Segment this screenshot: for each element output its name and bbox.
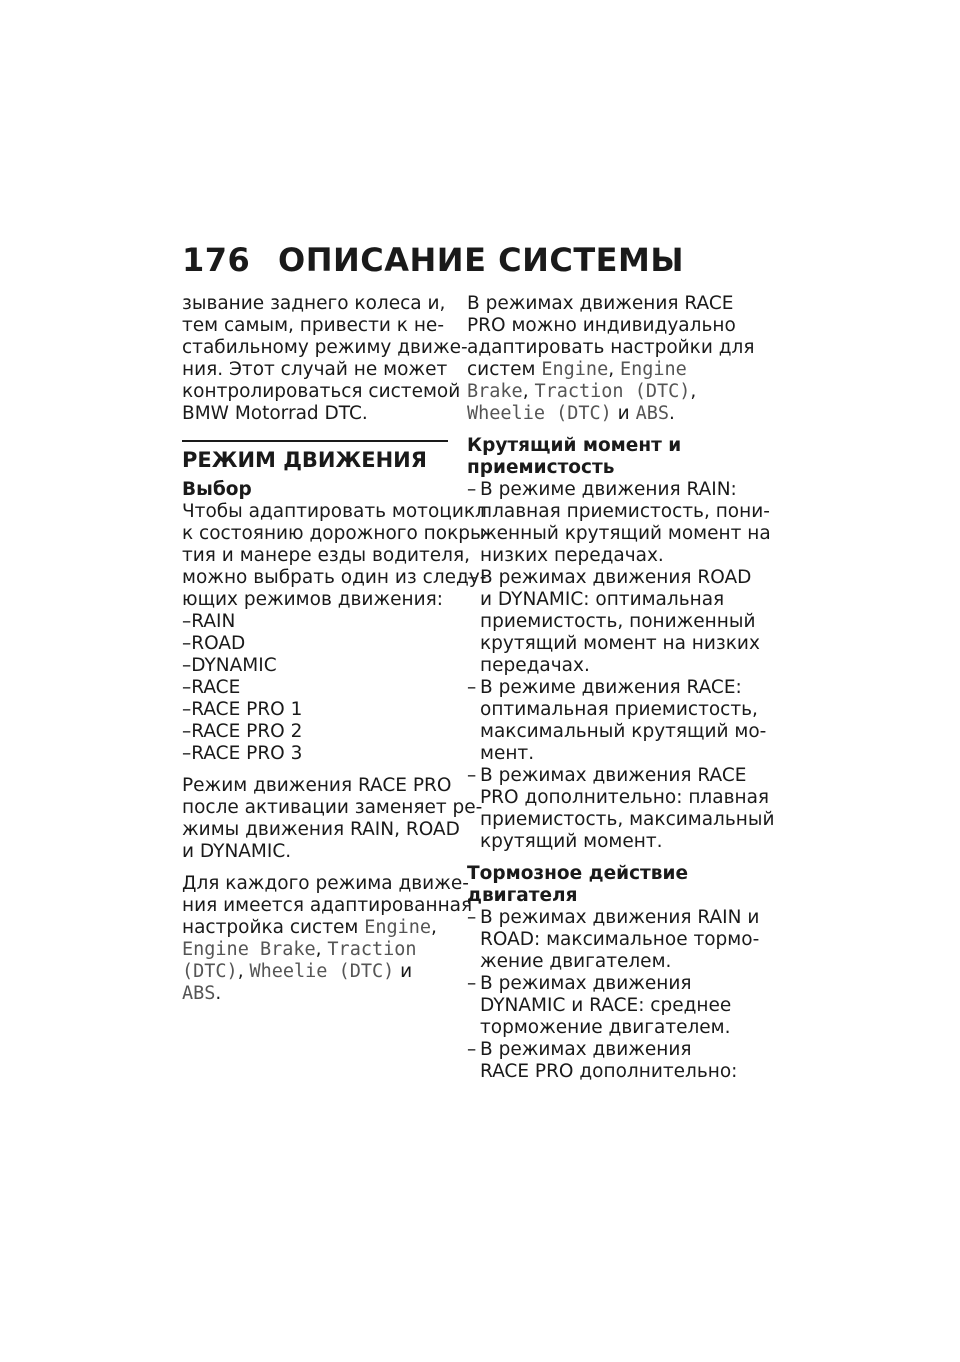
- heading-line: Крутящий момент и: [467, 435, 682, 456]
- torque-list: [467, 479, 775, 853]
- text-fragment: .: [215, 983, 222, 1004]
- text-fragment: систем: [467, 359, 542, 380]
- text-line: PRO дополнительно: плавная: [480, 787, 770, 808]
- section-title: РЕЖИМ ДВИЖЕНИЯ: [182, 448, 427, 472]
- list-item: – RACE PRO 1: [182, 699, 454, 721]
- code-term: ABS: [635, 403, 670, 424]
- text-line: жимы движения RAIN, ROAD: [182, 819, 460, 840]
- text-line: и DYNAMIC: оптимальная: [480, 589, 725, 610]
- text-line: стабильному режиму движе-: [182, 337, 468, 358]
- text-line: – В режимах движения ROAD: [480, 567, 752, 588]
- list-item: – RACE PRO 3: [182, 743, 454, 765]
- text-line: и DYNAMIC.: [182, 841, 292, 862]
- text-line: PRO можно индивидуально: [467, 315, 736, 336]
- intro-paragraph: [182, 293, 468, 425]
- text-line: [182, 939, 454, 961]
- text-line: приемистость, максимальный: [480, 809, 775, 830]
- code-term: ABS: [182, 983, 216, 1004]
- text-line: женный крутящий момент на: [480, 523, 771, 544]
- text-line: ния имеется адаптированная: [182, 895, 473, 916]
- code-term: Traction (DTC): [534, 381, 691, 402]
- text-line: после активации заменяет ре-: [182, 797, 483, 818]
- text-line: оптимальная приемистость,: [480, 699, 758, 720]
- text-line: [182, 961, 454, 983]
- text-line: плавная приемистость, пони-: [480, 501, 770, 522]
- text-line: – В режимах движения RAIN и: [480, 907, 760, 928]
- code-term: Traction: [327, 939, 417, 960]
- text-line: адаптировать настройки для: [467, 337, 755, 358]
- engine-brake-heading: [467, 863, 749, 907]
- code-term: Engine: [364, 917, 432, 938]
- text-line: приемистость, пониженный: [480, 611, 756, 632]
- list-item: – RACE PRO 2: [182, 721, 454, 743]
- choice-paragraph: [182, 501, 492, 611]
- torque-heading: [467, 435, 749, 479]
- code-term: Engine: [619, 359, 687, 380]
- text-line: ROAD: максимальное тормо-: [480, 929, 760, 950]
- text-line: передачах.: [480, 655, 590, 676]
- text-line: В режимах движения RACE: [467, 293, 734, 314]
- text-line: – В режимах движения: [480, 973, 692, 994]
- heading-line: двигателя: [467, 885, 578, 906]
- list-item: [467, 479, 771, 567]
- text-line: максимальный крутящий мо-: [480, 721, 767, 742]
- list-item: – ROAD: [182, 633, 454, 655]
- text-line: DYNAMIC и RACE: среднее: [480, 995, 732, 1016]
- text-line: тем самым, привести к не-: [182, 315, 444, 336]
- list-item: [467, 907, 760, 973]
- text-line: крутящий момент.: [480, 831, 663, 852]
- page-header: [182, 241, 782, 281]
- section-divider: [182, 440, 448, 442]
- text-line: зывание заднего колеса и,: [182, 293, 446, 314]
- text-line: – В режиме движения RACE:: [480, 677, 742, 698]
- subsection-title: Выбор: [182, 479, 252, 500]
- text-line: [467, 359, 749, 381]
- text-line: торможение двигателем.: [480, 1017, 731, 1038]
- text-line: Для каждого режима движе-: [182, 873, 469, 894]
- list-item: [467, 1039, 749, 1083]
- list-item: [467, 677, 767, 765]
- text-line: [182, 917, 454, 939]
- race-pro-adjust-paragraph: [467, 293, 755, 425]
- list-item: [467, 973, 749, 1039]
- text-fragment: ,: [522, 381, 535, 402]
- each-mode-paragraph: [182, 873, 473, 1005]
- chapter-title: ОПИСАНИЕ СИСТЕМЫ: [278, 241, 685, 279]
- text-fragment: ,: [690, 381, 697, 402]
- text-fragment: ,: [237, 961, 250, 982]
- text-fragment: ,: [608, 359, 620, 380]
- race-pro-paragraph: [182, 775, 483, 863]
- code-term: (DTC): [182, 961, 238, 982]
- text-fragment: настройка систем: [182, 917, 365, 938]
- text-line: ющих режимов движения:: [182, 589, 443, 610]
- text-line: – В режиме движения RAIN:: [480, 479, 737, 500]
- text-line: мент.: [480, 743, 535, 764]
- text-line: [467, 403, 749, 425]
- code-term: Brake: [467, 381, 523, 402]
- text-line: к состоянию дорожного покры-: [182, 523, 492, 544]
- text-line: [182, 983, 454, 1005]
- text-line: низких передачах.: [480, 545, 664, 566]
- left-column: [182, 293, 492, 1005]
- text-line: Чтобы адаптировать мотоцикл: [182, 501, 487, 522]
- text-line: ния. Этот случай не может: [182, 359, 448, 380]
- text-line: крутящий момент на низких: [480, 633, 760, 654]
- list-item: – RACE: [182, 677, 454, 699]
- text-line: RACE PRO дополнительно:: [480, 1061, 738, 1082]
- text-line: Режим движения RACE PRO: [182, 775, 452, 796]
- text-fragment: ,: [431, 917, 437, 938]
- heading-line: приемистость: [467, 457, 615, 478]
- text-fragment: ,: [315, 939, 328, 960]
- text-fragment: и: [394, 961, 413, 982]
- heading-line: Тормозное действие: [467, 863, 688, 884]
- code-term: Wheelie (DTC): [249, 961, 395, 982]
- engine-brake-list: [467, 907, 760, 1083]
- right-column: [467, 293, 775, 1083]
- text-line: – В режимах движения: [480, 1039, 692, 1060]
- code-term: Wheelie (DTC): [467, 403, 612, 424]
- text-line: жение двигателем.: [480, 951, 672, 972]
- text-line: BMW Motorrad DTC.: [182, 403, 368, 424]
- list-item: [467, 567, 760, 677]
- text-line: контролироваться системой: [182, 381, 461, 402]
- text-line: [467, 381, 749, 403]
- text-line: тия и манере езды водителя,: [182, 545, 471, 566]
- text-fragment: и: [611, 403, 636, 424]
- list-item: – DYNAMIC: [182, 655, 454, 677]
- mode-list: [182, 611, 454, 765]
- code-term: Engine: [541, 359, 609, 380]
- list-item: – RAIN: [182, 611, 454, 633]
- text-fragment: .: [669, 403, 675, 424]
- text-line: можно выбрать один из следу-: [182, 567, 487, 588]
- text-line: – В режимах движения RACE: [480, 765, 747, 786]
- page-number: 176: [182, 241, 251, 279]
- list-item: [467, 765, 775, 853]
- code-term: Engine Brake: [182, 939, 316, 960]
